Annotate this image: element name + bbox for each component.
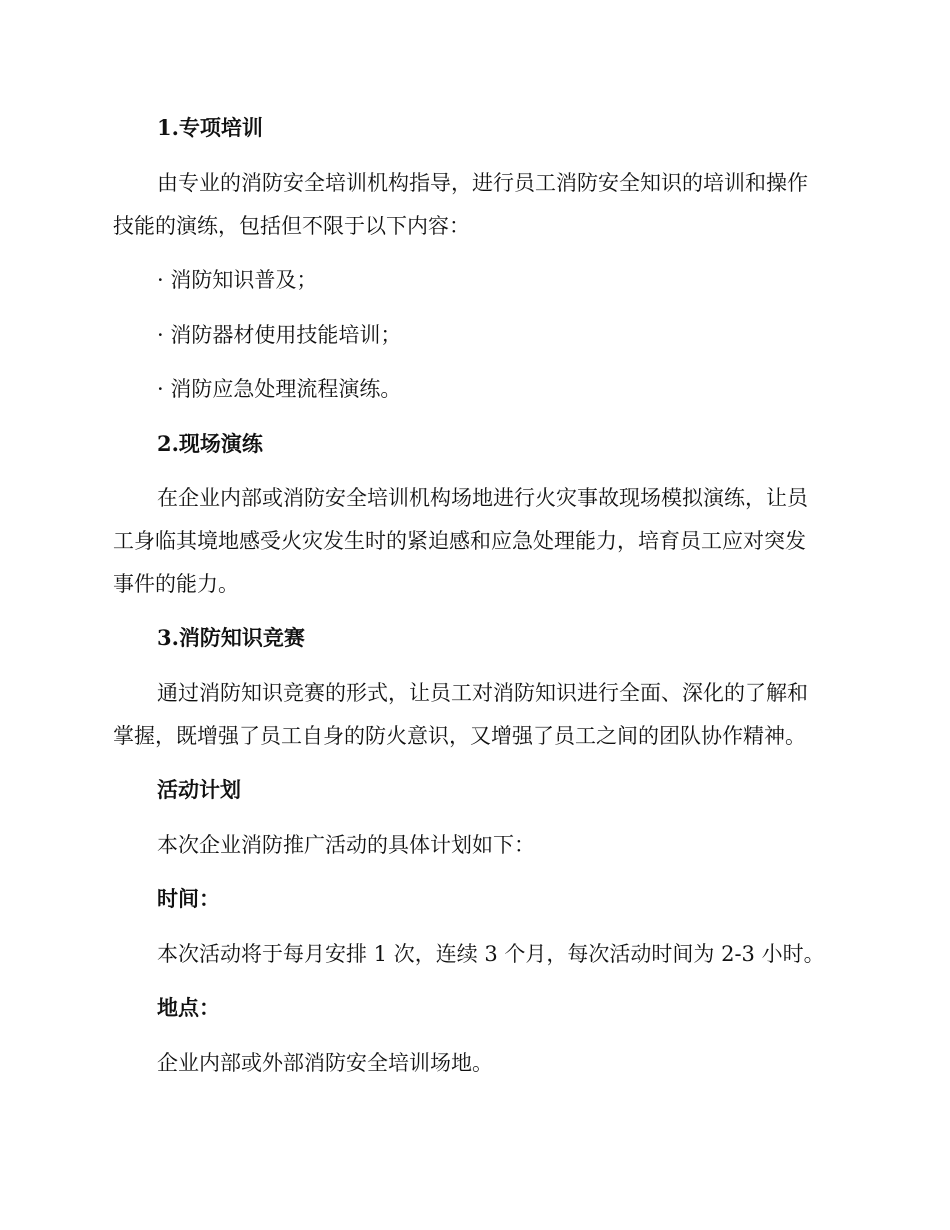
paragraph-line: 掌握，既增强了员工自身的防火意识，又增强了员工之间的团队协作精神。 (113, 724, 806, 748)
paragraph-line: 通过消防知识竞赛的形式，让员工对消防知识进行全面、深化的了解和 (157, 681, 808, 705)
paragraph-line: 本次企业消防推广活动的具体计划如下： (157, 833, 535, 857)
paragraph-line: 在企业内部或消防安全培训机构场地进行火灾事故现场模拟演练，让员 (157, 486, 808, 510)
paragraph-line: 事件的能力。 (113, 572, 239, 596)
time-text: 本次活动将于每月安排 1 次，连续 3 个月，每次活动时间为 2-3 小时。 (157, 942, 825, 966)
paragraph-line: 由专业的消防安全培训机构指导，进行员工消防安全知识的培训和操作 (157, 171, 808, 195)
section-heading-activity-plan: 活动计划 (157, 777, 241, 802)
section-heading-on-site-drill: 2.现场演练 (157, 431, 263, 456)
section-heading-knowledge-contest: 3.消防知识竞赛 (157, 625, 305, 650)
place-text: 企业内部或外部消防安全培训场地。 (157, 1051, 493, 1075)
place-label: 地点： (157, 995, 220, 1020)
bullet-item: · 消防器材使用技能培训； (157, 323, 402, 347)
bullet-item: · 消防知识普及； (157, 268, 318, 292)
paragraph-line: 技能的演练，包括但不限于以下内容： (113, 214, 470, 238)
paragraph-line: 工身临其境地感受火灾发生时的紧迫感和应急处理能力，培育员工应对突发 (113, 529, 806, 553)
bullet-item: · 消防应急处理流程演练。 (157, 377, 402, 401)
section-heading-special-training: 1.专项培训 (157, 115, 263, 140)
time-label: 时间： (157, 886, 220, 911)
